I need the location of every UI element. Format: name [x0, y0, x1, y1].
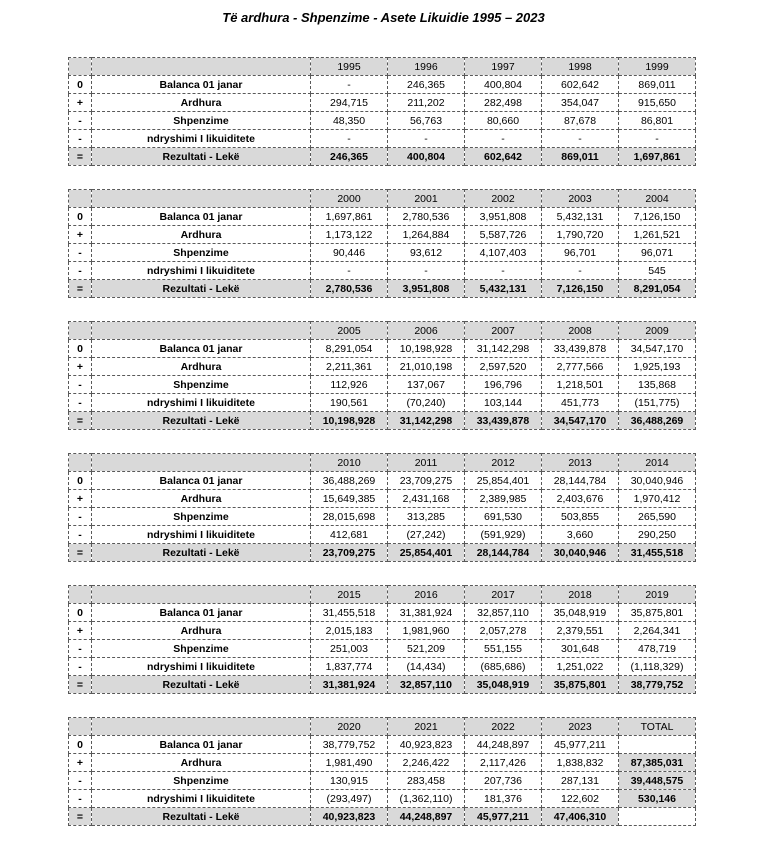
row-label: Shpenzime	[92, 772, 311, 790]
year-header: 2019	[619, 586, 696, 604]
corner-symbol-header	[69, 454, 92, 472]
value-cell: 90,446	[311, 244, 388, 262]
value-cell: 44,248,897	[465, 736, 542, 754]
row-label: ndryshimi I likuiditete	[92, 394, 311, 412]
value-cell: -	[542, 130, 619, 148]
value-cell: 31,142,298	[465, 340, 542, 358]
table-row	[69, 472, 696, 490]
row-label: Ardhura	[92, 358, 311, 376]
value-cell: 412,681	[311, 526, 388, 544]
value-cell: (14,434)	[388, 658, 465, 676]
row-label: Shpenzime	[92, 112, 311, 130]
value-cell: 31,142,298	[388, 412, 465, 430]
value-cell: 294,715	[311, 94, 388, 112]
row-symbol: -	[69, 376, 92, 394]
value-cell: 246,365	[311, 148, 388, 166]
value-cell: -	[542, 262, 619, 280]
value-cell: 21,010,198	[388, 358, 465, 376]
year-header: 2023	[542, 718, 619, 736]
value-cell: 5,432,131	[542, 208, 619, 226]
year-header: TOTAL	[619, 718, 696, 736]
row-symbol: -	[69, 394, 92, 412]
table-row	[69, 790, 696, 808]
row-label: Balanca 01 janar	[92, 340, 311, 358]
value-cell: 196,796	[465, 376, 542, 394]
value-cell: 1,981,960	[388, 622, 465, 640]
corner-label-header	[92, 58, 311, 76]
table-header-row	[69, 718, 696, 736]
value-cell: 2,777,566	[542, 358, 619, 376]
corner-label-header	[92, 718, 311, 736]
row-label: Rezultati - Lekë	[92, 676, 311, 694]
corner-label-header	[92, 586, 311, 604]
value-cell: 35,875,801	[619, 604, 696, 622]
value-cell: 1,697,861	[619, 148, 696, 166]
financial-table-2015-2019	[68, 585, 696, 694]
financial-table-2005-2009	[68, 321, 696, 430]
year-header: 2008	[542, 322, 619, 340]
row-symbol: =	[69, 808, 92, 826]
value-cell: (1,118,329)	[619, 658, 696, 676]
row-symbol: -	[69, 112, 92, 130]
value-cell: 25,854,401	[465, 472, 542, 490]
value-cell: 282,498	[465, 94, 542, 112]
value-cell: 87,678	[542, 112, 619, 130]
value-cell: 36,488,269	[311, 472, 388, 490]
value-cell: (70,240)	[388, 394, 465, 412]
value-cell: 1,173,122	[311, 226, 388, 244]
table-row	[69, 658, 696, 676]
row-symbol: +	[69, 754, 92, 772]
row-symbol: -	[69, 640, 92, 658]
year-header: 2013	[542, 454, 619, 472]
total-cell: 87,385,031	[619, 754, 696, 772]
value-cell: 7,126,150	[542, 280, 619, 298]
value-cell: 28,144,784	[465, 544, 542, 562]
row-symbol: -	[69, 262, 92, 280]
result-row	[69, 676, 696, 694]
year-header: 2010	[311, 454, 388, 472]
value-cell: 130,915	[311, 772, 388, 790]
value-cell: 2,780,536	[311, 280, 388, 298]
value-cell: 313,285	[388, 508, 465, 526]
table-row	[69, 508, 696, 526]
year-header: 1997	[465, 58, 542, 76]
year-header: 2011	[388, 454, 465, 472]
row-label: Ardhura	[92, 622, 311, 640]
value-cell: 23,709,275	[311, 544, 388, 562]
value-cell: 31,455,518	[619, 544, 696, 562]
row-symbol: =	[69, 148, 92, 166]
value-cell: 2,431,168	[388, 490, 465, 508]
value-cell: -	[311, 76, 388, 94]
row-label: Balanca 01 janar	[92, 604, 311, 622]
year-header: 2009	[619, 322, 696, 340]
value-cell: 2,057,278	[465, 622, 542, 640]
value-cell: 283,458	[388, 772, 465, 790]
table-row	[69, 208, 696, 226]
value-cell: 521,209	[388, 640, 465, 658]
row-symbol: =	[69, 676, 92, 694]
table-row	[69, 376, 696, 394]
value-cell: 3,951,808	[388, 280, 465, 298]
value-cell: 10,198,928	[388, 340, 465, 358]
result-row	[69, 148, 696, 166]
row-label: Ardhura	[92, 754, 311, 772]
row-label: Ardhura	[92, 490, 311, 508]
year-header: 2006	[388, 322, 465, 340]
year-header: 2004	[619, 190, 696, 208]
value-cell: 31,455,518	[311, 604, 388, 622]
value-cell: 400,804	[388, 148, 465, 166]
corner-symbol-header	[69, 586, 92, 604]
value-cell: 1,790,720	[542, 226, 619, 244]
value-cell: 44,248,897	[388, 808, 465, 826]
value-cell: 181,376	[465, 790, 542, 808]
table-header-row	[69, 190, 696, 208]
value-cell: 1,837,774	[311, 658, 388, 676]
value-cell: 246,365	[388, 76, 465, 94]
year-header: 2021	[388, 718, 465, 736]
row-symbol: +	[69, 226, 92, 244]
value-cell: (591,929)	[465, 526, 542, 544]
value-cell: 28,144,784	[542, 472, 619, 490]
row-label: Balanca 01 janar	[92, 736, 311, 754]
value-cell: 10,198,928	[311, 412, 388, 430]
row-symbol: =	[69, 544, 92, 562]
value-cell: 5,432,131	[465, 280, 542, 298]
row-symbol: +	[69, 358, 92, 376]
table-row	[69, 112, 696, 130]
table-row	[69, 640, 696, 658]
value-cell: 478,719	[619, 640, 696, 658]
value-cell: 40,923,823	[388, 736, 465, 754]
value-cell: 691,530	[465, 508, 542, 526]
value-cell: 2,015,183	[311, 622, 388, 640]
table-row	[69, 244, 696, 262]
value-cell: 47,406,310	[542, 808, 619, 826]
value-cell: 251,003	[311, 640, 388, 658]
year-header: 1999	[619, 58, 696, 76]
year-header: 2012	[465, 454, 542, 472]
row-symbol: 0	[69, 736, 92, 754]
year-header: 1995	[311, 58, 388, 76]
row-symbol: -	[69, 772, 92, 790]
value-cell: 96,071	[619, 244, 696, 262]
value-cell: 25,854,401	[388, 544, 465, 562]
value-cell: (27,242)	[388, 526, 465, 544]
table-row	[69, 736, 696, 754]
value-cell: 1,261,521	[619, 226, 696, 244]
row-label: Balanca 01 janar	[92, 76, 311, 94]
year-header: 2000	[311, 190, 388, 208]
value-cell: 31,381,924	[311, 676, 388, 694]
value-cell: 96,701	[542, 244, 619, 262]
value-cell: 354,047	[542, 94, 619, 112]
value-cell: 2,117,426	[465, 754, 542, 772]
value-cell: 35,048,919	[542, 604, 619, 622]
value-cell: 545	[619, 262, 696, 280]
row-label: Rezultati - Lekë	[92, 148, 311, 166]
value-cell: 7,126,150	[619, 208, 696, 226]
table-row	[69, 622, 696, 640]
year-header: 1996	[388, 58, 465, 76]
table-row	[69, 226, 696, 244]
row-label: Ardhura	[92, 94, 311, 112]
corner-label-header	[92, 190, 311, 208]
value-cell: 602,642	[465, 148, 542, 166]
row-symbol: -	[69, 508, 92, 526]
value-cell: 34,547,170	[542, 412, 619, 430]
row-label: Rezultati - Lekë	[92, 280, 311, 298]
table-header-row	[69, 322, 696, 340]
value-cell: 137,067	[388, 376, 465, 394]
table-row	[69, 772, 696, 790]
value-cell: 35,048,919	[465, 676, 542, 694]
value-cell: -	[388, 130, 465, 148]
table-row	[69, 358, 696, 376]
table-row	[69, 340, 696, 358]
row-symbol: -	[69, 526, 92, 544]
value-cell: 80,660	[465, 112, 542, 130]
corner-symbol-header	[69, 322, 92, 340]
year-header: 2018	[542, 586, 619, 604]
page-title: Të ardhura - Shpenzime - Asete Likuidie 1995 – 2023	[222, 10, 545, 25]
value-cell: 28,015,698	[311, 508, 388, 526]
value-cell: 2,597,520	[465, 358, 542, 376]
value-cell: 36,488,269	[619, 412, 696, 430]
table-header-row	[69, 58, 696, 76]
value-cell: 93,612	[388, 244, 465, 262]
value-cell: 301,648	[542, 640, 619, 658]
value-cell: 8,291,054	[311, 340, 388, 358]
value-cell: 45,977,211	[542, 736, 619, 754]
value-cell: 45,977,211	[465, 808, 542, 826]
year-header: 2002	[465, 190, 542, 208]
value-cell: 869,011	[542, 148, 619, 166]
row-symbol: 0	[69, 208, 92, 226]
value-cell: 5,587,726	[465, 226, 542, 244]
value-cell: 190,561	[311, 394, 388, 412]
table-row	[69, 394, 696, 412]
financial-table-2020-TOTAL	[68, 717, 696, 826]
result-row	[69, 412, 696, 430]
year-header: 2017	[465, 586, 542, 604]
value-cell: 3,660	[542, 526, 619, 544]
value-cell: 38,779,752	[311, 736, 388, 754]
value-cell: 1,970,412	[619, 490, 696, 508]
value-cell: 40,923,823	[311, 808, 388, 826]
result-row	[69, 544, 696, 562]
value-cell: 290,250	[619, 526, 696, 544]
value-cell: 287,131	[542, 772, 619, 790]
total-cell	[619, 736, 696, 754]
row-symbol: 0	[69, 604, 92, 622]
row-label: ndryshimi I likuiditete	[92, 130, 311, 148]
year-header: 2014	[619, 454, 696, 472]
row-label: ndryshimi I likuiditete	[92, 526, 311, 544]
row-symbol: =	[69, 412, 92, 430]
value-cell: (151,775)	[619, 394, 696, 412]
row-label: Balanca 01 janar	[92, 472, 311, 490]
row-label: Rezultati - Lekë	[92, 544, 311, 562]
financial-table-2010-2014	[68, 453, 696, 562]
row-symbol: =	[69, 280, 92, 298]
financial-table-1995-1999	[68, 57, 696, 166]
value-cell: 400,804	[465, 76, 542, 94]
value-cell: 103,144	[465, 394, 542, 412]
row-label: Shpenzime	[92, 376, 311, 394]
table-row	[69, 262, 696, 280]
row-symbol: 0	[69, 472, 92, 490]
year-header: 2022	[465, 718, 542, 736]
value-cell: -	[388, 262, 465, 280]
value-cell: 30,040,946	[542, 544, 619, 562]
table-header-row	[69, 454, 696, 472]
value-cell: 135,868	[619, 376, 696, 394]
value-cell: 1,697,861	[311, 208, 388, 226]
value-cell: 3,951,808	[465, 208, 542, 226]
row-symbol: -	[69, 658, 92, 676]
value-cell: 23,709,275	[388, 472, 465, 490]
row-label: ndryshimi I likuiditete	[92, 790, 311, 808]
table-row	[69, 130, 696, 148]
row-symbol: 0	[69, 340, 92, 358]
row-label: Balanca 01 janar	[92, 208, 311, 226]
value-cell: 112,926	[311, 376, 388, 394]
year-header: 1998	[542, 58, 619, 76]
value-cell: 34,547,170	[619, 340, 696, 358]
row-label: ndryshimi I likuiditete	[92, 658, 311, 676]
table-row	[69, 490, 696, 508]
value-cell: 207,736	[465, 772, 542, 790]
value-cell: 451,773	[542, 394, 619, 412]
table-row	[69, 94, 696, 112]
value-cell: 8,291,054	[619, 280, 696, 298]
row-symbol: -	[69, 790, 92, 808]
row-label: Shpenzime	[92, 640, 311, 658]
value-cell: 265,590	[619, 508, 696, 526]
value-cell: 1,838,832	[542, 754, 619, 772]
value-cell: (1,362,110)	[388, 790, 465, 808]
value-cell: 33,439,878	[542, 340, 619, 358]
corner-symbol-header	[69, 58, 92, 76]
corner-symbol-header	[69, 190, 92, 208]
value-cell: 211,202	[388, 94, 465, 112]
value-cell: (685,686)	[465, 658, 542, 676]
year-header: 2020	[311, 718, 388, 736]
value-cell: 48,350	[311, 112, 388, 130]
value-cell: 38,779,752	[619, 676, 696, 694]
row-label: Rezultati - Lekë	[92, 412, 311, 430]
value-cell: 122,602	[542, 790, 619, 808]
row-label: ndryshimi I likuiditete	[92, 262, 311, 280]
value-cell: 35,875,801	[542, 676, 619, 694]
value-cell: 33,439,878	[465, 412, 542, 430]
table-row	[69, 526, 696, 544]
value-cell: -	[465, 130, 542, 148]
table-header-row	[69, 586, 696, 604]
year-header: 2007	[465, 322, 542, 340]
value-cell: 32,857,110	[388, 676, 465, 694]
value-cell: 1,264,884	[388, 226, 465, 244]
table-row	[69, 76, 696, 94]
value-cell: -	[465, 262, 542, 280]
value-cell: 15,649,385	[311, 490, 388, 508]
value-cell: 86,801	[619, 112, 696, 130]
financial-table-2000-2004	[68, 189, 696, 298]
value-cell: 2,780,536	[388, 208, 465, 226]
row-symbol: -	[69, 130, 92, 148]
value-cell: -	[311, 262, 388, 280]
corner-label-header	[92, 454, 311, 472]
value-cell: 2,246,422	[388, 754, 465, 772]
row-label: Rezultati - Lekë	[92, 808, 311, 826]
row-symbol: -	[69, 244, 92, 262]
value-cell: 1,981,490	[311, 754, 388, 772]
value-cell: 915,650	[619, 94, 696, 112]
value-cell: 551,155	[465, 640, 542, 658]
value-cell: 869,011	[619, 76, 696, 94]
corner-symbol-header	[69, 718, 92, 736]
value-cell: 1,925,193	[619, 358, 696, 376]
value-cell: 2,389,985	[465, 490, 542, 508]
value-cell: -	[311, 130, 388, 148]
table-row	[69, 754, 696, 772]
year-header: 2001	[388, 190, 465, 208]
value-cell: 2,379,551	[542, 622, 619, 640]
value-cell: 56,763	[388, 112, 465, 130]
row-symbol: 0	[69, 76, 92, 94]
value-cell: -	[619, 130, 696, 148]
row-label: Shpenzime	[92, 508, 311, 526]
total-cell	[619, 808, 696, 826]
value-cell: 2,403,676	[542, 490, 619, 508]
value-cell: 31,381,924	[388, 604, 465, 622]
value-cell: 1,251,022	[542, 658, 619, 676]
row-symbol: +	[69, 490, 92, 508]
year-header: 2015	[311, 586, 388, 604]
value-cell: 4,107,403	[465, 244, 542, 262]
total-cell: 530,146	[619, 790, 696, 808]
value-cell: 32,857,110	[465, 604, 542, 622]
row-label: Ardhura	[92, 226, 311, 244]
year-header: 2005	[311, 322, 388, 340]
year-header: 2003	[542, 190, 619, 208]
corner-label-header	[92, 322, 311, 340]
total-cell: 39,448,575	[619, 772, 696, 790]
value-cell: 2,211,361	[311, 358, 388, 376]
result-row	[69, 280, 696, 298]
row-label: Shpenzime	[92, 244, 311, 262]
tables-container	[0, 57, 767, 826]
year-header: 2016	[388, 586, 465, 604]
row-symbol: +	[69, 622, 92, 640]
result-row	[69, 808, 696, 826]
value-cell: 30,040,946	[619, 472, 696, 490]
row-symbol: +	[69, 94, 92, 112]
value-cell: 1,218,501	[542, 376, 619, 394]
value-cell: 2,264,341	[619, 622, 696, 640]
value-cell: 602,642	[542, 76, 619, 94]
value-cell: (293,497)	[311, 790, 388, 808]
value-cell: 503,855	[542, 508, 619, 526]
table-row	[69, 604, 696, 622]
